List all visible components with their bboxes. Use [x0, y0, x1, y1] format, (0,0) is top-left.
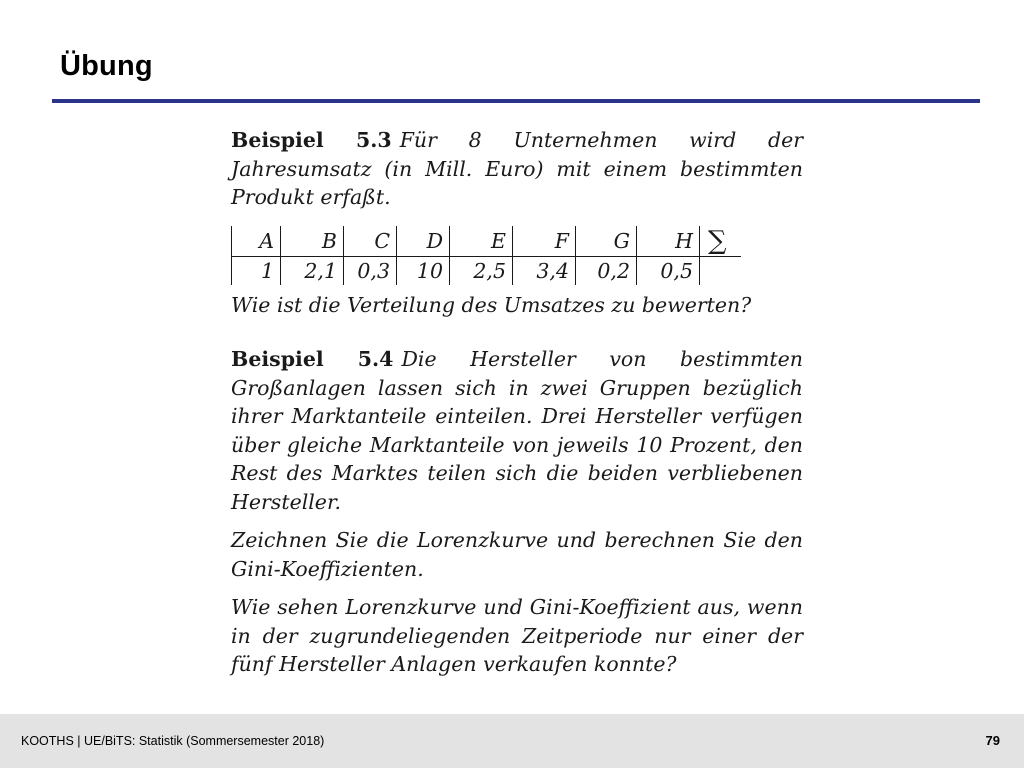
table-value-cell: 3,4	[513, 256, 576, 285]
table-value-cell: 2,5	[450, 256, 513, 285]
table-header-cell: A	[232, 226, 281, 257]
table-header-cell: D	[397, 226, 450, 257]
sum-value-cell	[700, 256, 741, 285]
example-5-4-task-1: Zeichnen Sie die Lorenzkurve und berechnen Sie den Gini-Koeffizienten.	[231, 528, 803, 581]
example-5-4-task-2: Wie sehen Lorenzkurve und Gini-Koeffizient aus, wenn in der zugrundeliegenden Zeitperiode nur einer der fünf Hersteller Anlagen verkaufen konnte?	[231, 595, 803, 676]
table-value-row	[232, 256, 741, 285]
example-5-3-text: Für 8 Unternehmen wird der Jahresumsatz (in Mill. Euro) mit einem bestimmten Produkt erfaßt.	[231, 128, 803, 209]
exercise-content	[231, 126, 803, 679]
slide-title: Übung	[60, 50, 153, 82]
example-5-3-intro	[231, 126, 803, 212]
table-value-cell: 10	[397, 256, 450, 285]
table-header-cell: G	[576, 226, 637, 257]
table-value-cell: 2,1	[281, 256, 344, 285]
footer-bar	[0, 714, 1024, 768]
page-number: 79	[985, 733, 1000, 748]
table-header-cell: B	[281, 226, 344, 257]
table-header-cell: E	[450, 226, 513, 257]
example-5-4-intro	[231, 345, 803, 516]
table-value-cell: 0,2	[576, 256, 637, 285]
table-header-cell: C	[344, 226, 397, 257]
example-5-4-text: Die Hersteller von bestimmten Großanlagen lassen sich in zwei Gruppen bezüglich ihrer Marktanteile einteilen. Drei Hersteller verfügen über gleiche Marktanteile von jeweils 10 Prozent, den Rest des Marktes teilen sich die beiden verbliebenen Hersteller.	[231, 347, 803, 514]
title-divider	[52, 99, 980, 103]
table-header-cell: H	[637, 226, 700, 257]
example-5-3-question: Wie ist die Verteilung des Umsatzes zu bewerten?	[231, 292, 752, 317]
table-value-cell: 0,5	[637, 256, 700, 285]
table-value-cell: 1	[232, 256, 281, 285]
table-header-cell: F	[513, 226, 576, 257]
example-5-4-label: Beispiel 5.4	[231, 347, 394, 371]
table-header-row	[232, 226, 741, 257]
example-5-3-label: Beispiel 5.3	[231, 128, 392, 152]
revenue-table	[231, 226, 741, 285]
sum-symbol: ∑	[700, 226, 741, 257]
table-value-cell: 0,3	[344, 256, 397, 285]
footer-course-info: KOOTHS | UE/BiTS: Statistik (Sommersemester 2018)	[21, 734, 325, 748]
